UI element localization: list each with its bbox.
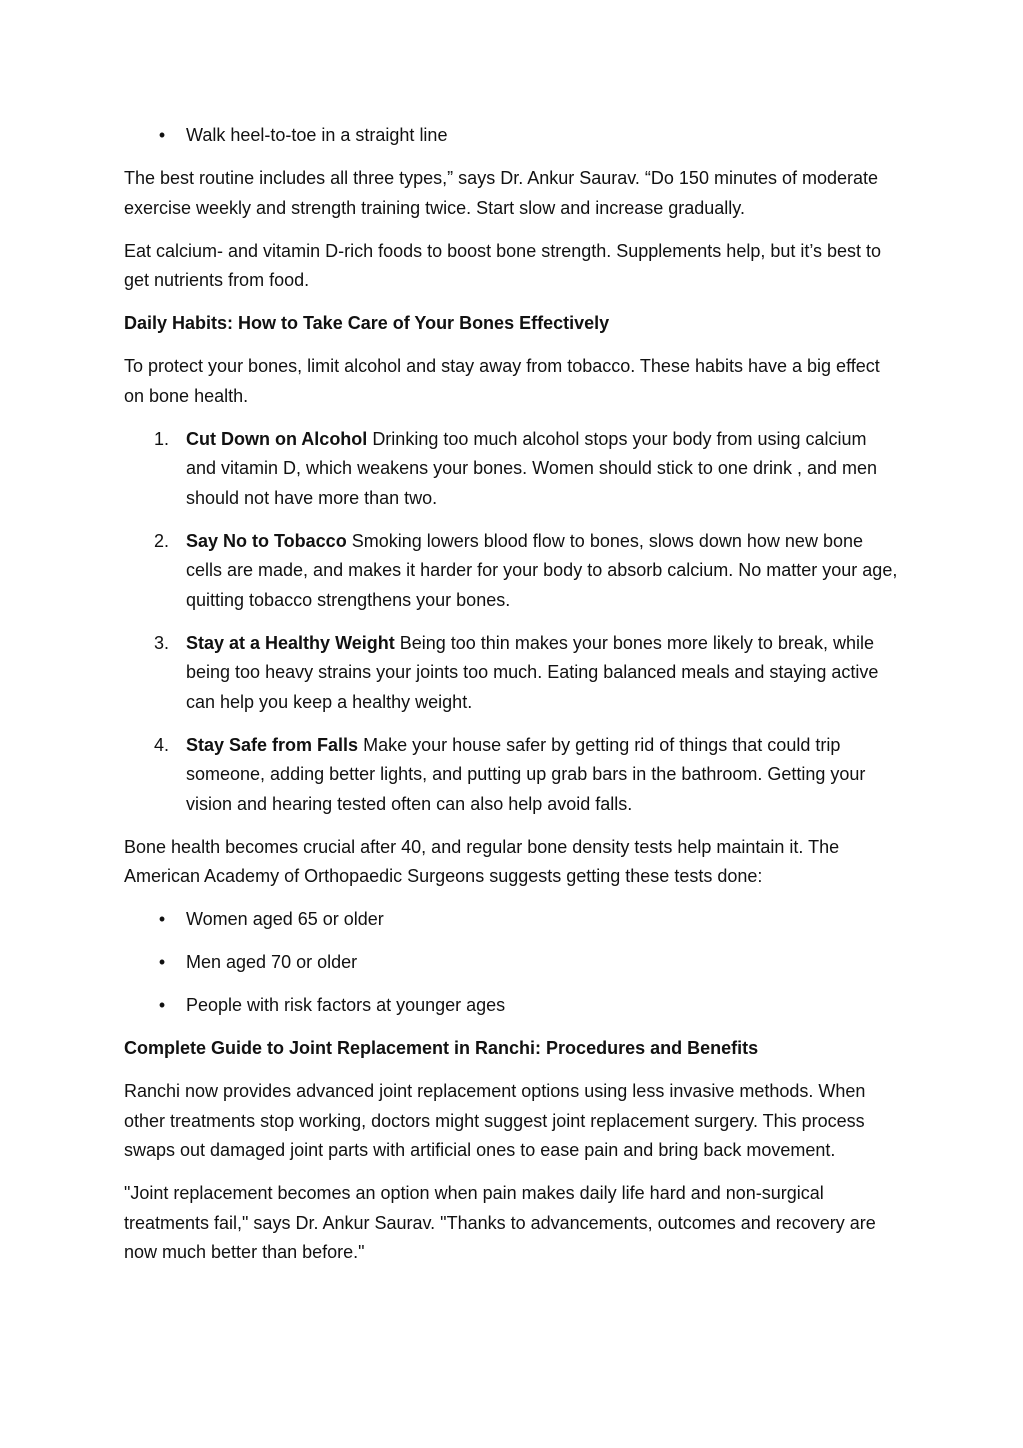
list-item [124, 948, 900, 978]
habit-text: Drinking too much alcohol stops your body from using calcium and vitamin D, which weakens your bones. Women should stick to one drink , and men should not have more than two. [186, 428, 878, 508]
list-number: 4. [154, 734, 170, 755]
habit-title: Stay at a Healthy Weight [186, 632, 400, 653]
list-item [124, 425, 900, 514]
habits-numbered-list [124, 425, 900, 820]
top-bullet-list [124, 121, 900, 151]
bullet-icon: • [158, 995, 166, 1015]
habit-text: Being too thin makes your bones more likely to break, while being too heavy strains your joints too much. Eating balanced meals and staying active can help you keep a healthy weight. [186, 632, 879, 712]
paragraph-protect: To protect your bones, limit alcohol and stay away from tobacco. These habits have a big effect on bone health. [124, 356, 880, 406]
paragraph-routine: The best routine includes all three types,” says Dr. Ankur Saurav. “Do 150 minutes of moderate exercise weekly and strength training twice. Start slow and increase gradually. [124, 168, 879, 218]
list-item-text: People with risk factors at younger ages [186, 995, 506, 1015]
list-item [124, 629, 900, 718]
bullet-icon: • [158, 952, 166, 972]
tests-bullet-list [124, 905, 900, 1021]
list-item [124, 527, 900, 616]
list-number: 3. [154, 632, 170, 653]
list-item-text: Men aged 70 or older [186, 952, 358, 972]
habit-title: Say No to Tobacco [186, 530, 352, 551]
paragraph-ranchi: Ranchi now provides advanced joint replacement options using less invasive methods. When other treatments stop working, doctors might suggest joint replacement surgery. This process swaps out damaged joint parts with artificial ones to ease pain and bring back movement. [124, 1081, 866, 1160]
list-number: 2. [154, 530, 170, 551]
list-item [124, 991, 900, 1021]
list-item [124, 121, 900, 151]
document-page [124, 121, 900, 1281]
list-number: 1. [154, 428, 170, 449]
heading-joint-replacement: Complete Guide to Joint Replacement in Ranchi: Procedures and Benefits [124, 1038, 759, 1058]
list-item [124, 905, 900, 935]
heading-daily-habits: Daily Habits: How to Take Care of Your Bones Effectively [124, 313, 610, 333]
habit-text: Make your house safer by getting rid of things that could trip someone, adding better lights, and putting up grab bars in the bathroom. Getting your vision and hearing tested often can also help avoid falls. [186, 734, 866, 814]
bullet-icon: • [158, 125, 166, 145]
list-item-text: Women aged 65 or older [186, 909, 384, 929]
paragraph-bone-density: Bone health becomes crucial after 40, and regular bone density tests help maintain it. The American Academy of Orthopaedic Surgeons suggests getting these tests done: [124, 836, 840, 886]
paragraph-quote: "Joint replacement becomes an option when pain makes daily life hard and non-surgical treatments fail," says Dr. Ankur Saurav. "Thanks to advancements, outcomes and recovery are now much better than before." [124, 1183, 876, 1262]
bullet-icon: • [158, 909, 166, 929]
list-item-text: Walk heel-to-toe in a straight line [186, 125, 448, 145]
list-item [124, 731, 900, 820]
paragraph-calcium: Eat calcium- and vitamin D-rich foods to boost bone strength. Supplements help, but it’s best to get nutrients from food. [124, 240, 882, 290]
habit-text: Smoking lowers blood flow to bones, slows down how new bone cells are made, and makes it harder for your body to absorb calcium. No matter your age, quitting tobacco strengthens your bones. [186, 530, 898, 610]
habit-title: Stay Safe from Falls [186, 734, 364, 755]
habit-title: Cut Down on Alcohol [186, 428, 373, 449]
